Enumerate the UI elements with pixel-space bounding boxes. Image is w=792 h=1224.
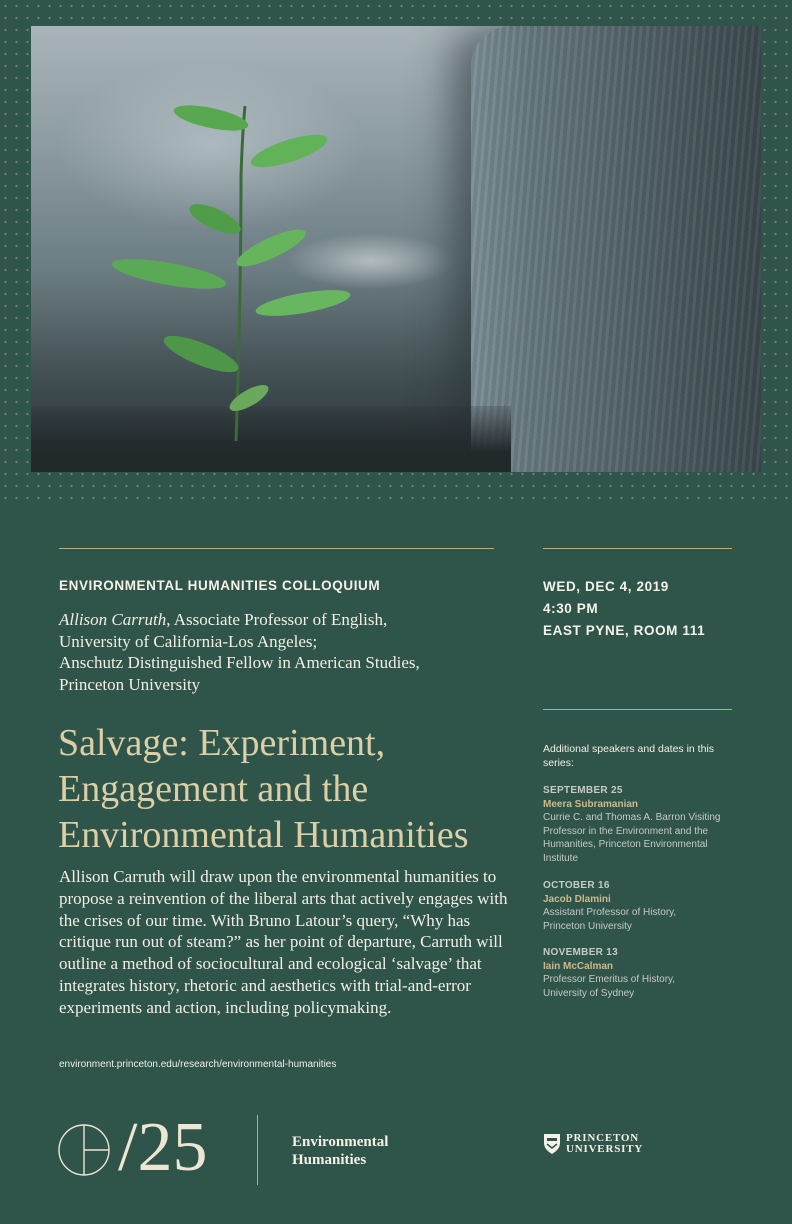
speaker-line-4: Princeton University [59, 674, 201, 694]
series-item [543, 879, 743, 933]
speaker-info [59, 609, 509, 695]
princeton-wordmark-line-2: UNIVERSITY [566, 1143, 644, 1155]
event-details [543, 576, 705, 642]
program-logo-mark [57, 1123, 111, 1177]
footer-separator [257, 1115, 258, 1185]
series-item-date: NOVEMBER 13 [543, 947, 618, 958]
series-intro: Additional speakers and dates in this series: [543, 743, 715, 769]
series-item-affiliation: Professor Emeritus of History, University of Sydney [543, 974, 676, 999]
event-date: WED, DEC 4, 2019 [543, 579, 669, 594]
princeton-wordmark-line-1: PRINCETON [566, 1132, 640, 1144]
logo-slash: / [118, 1109, 138, 1186]
series-item-speaker: Jacob Dlamini [543, 893, 611, 905]
event-url-link[interactable]: environment.princeton.edu/research/environmental-humanities [59, 1059, 337, 1070]
divider-left-top [59, 548, 494, 549]
seedling-illustration [31, 26, 761, 472]
princeton-logo [543, 1133, 643, 1155]
princeton-wordmark [566, 1133, 643, 1155]
speaker-title: , Associate Professor of English, [166, 610, 388, 629]
princeton-shield-icon [543, 1133, 561, 1155]
series-item-speaker: Meera Subramanian [543, 798, 639, 810]
series-item-speaker: Iain McCalman [543, 960, 614, 972]
speaker-line-3: Anschutz Distinguished Fellow in American Studies, [59, 653, 420, 672]
series-item-date: SEPTEMBER 25 [543, 785, 623, 796]
lecture-title: Salvage: Experiment, Engagement and the Environmental Humanities [58, 722, 469, 856]
hero-photo-seedling-and-tree [31, 26, 761, 472]
program-anniversary-number [118, 1108, 207, 1188]
series-item-affiliation: Currie C. and Thomas A. Barron Visiting Professor in the Environment and the Humanities, Princeton Environmental Institute [543, 812, 721, 864]
series-item-date: OCTOBER 16 [543, 880, 610, 891]
program-name-line-1: Environmental [292, 1134, 389, 1150]
speaker-line-1 [59, 609, 509, 631]
series-item [543, 784, 743, 865]
colloquium-heading: ENVIRONMENTAL HUMANITIES COLLOQUIUM [59, 578, 381, 593]
series-item-affiliation: Assistant Professor of History, Princeton University [543, 907, 677, 932]
event-time: 4:30 PM [543, 601, 599, 616]
logo-number: 25 [137, 1109, 208, 1186]
speaker-name: Allison Carruth [59, 610, 167, 629]
program-name-line-2: Humanities [292, 1152, 367, 1168]
divider-right-top [543, 548, 732, 549]
lecture-abstract: Allison Carruth will draw upon the environmental humanities to propose a reinvention of the liberal arts that actively engages with the crises of our time. With Bruno Latour’s query, “Why has critique run out of steam?” as her point of departure, Carruth will outline a method of sociocultural and ecological ‘salvage’ that integrates history, rhetoric and aesthetics with trial-and-error experiments and action, including policymaking. [59, 867, 508, 1017]
program-name [292, 1133, 388, 1169]
event-location: EAST PYNE, ROOM 111 [543, 623, 706, 638]
speaker-line-2: University of California-Los Angeles; [59, 631, 318, 651]
series-item [543, 946, 743, 1000]
divider-right-middle [543, 709, 732, 710]
